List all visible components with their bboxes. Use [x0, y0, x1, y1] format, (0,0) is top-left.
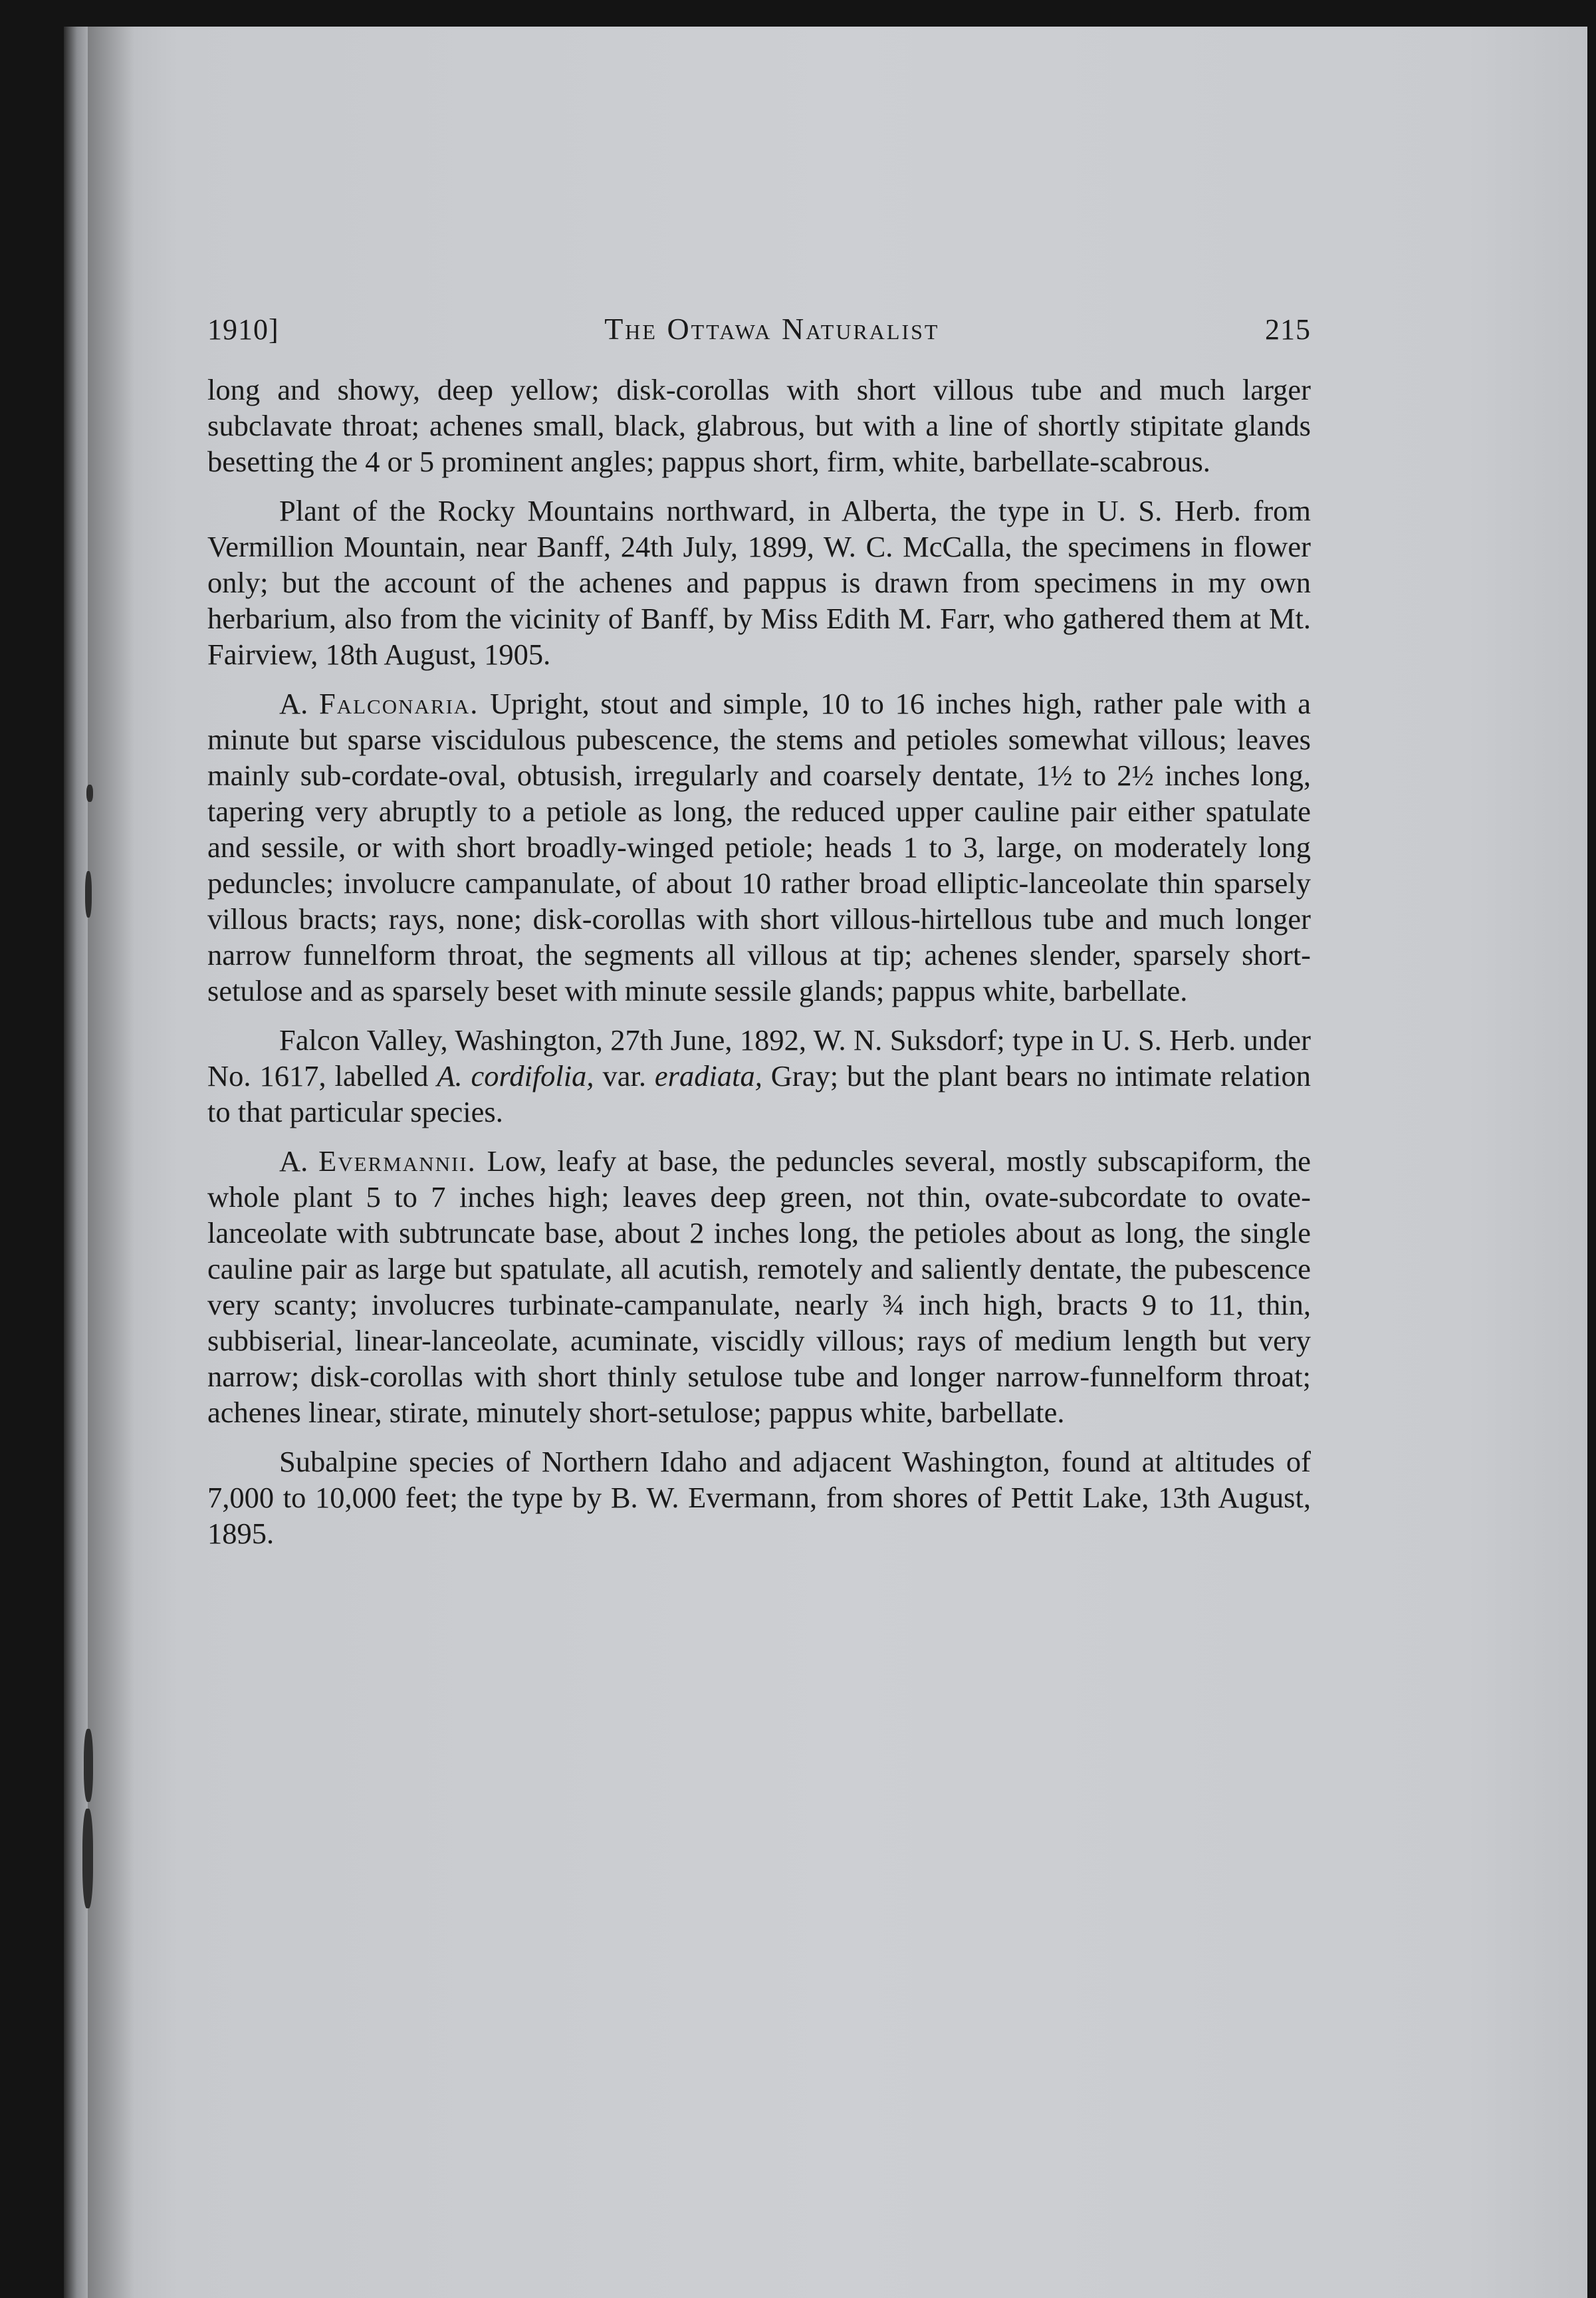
- paragraph-falconaria-description: [207, 686, 1311, 1009]
- margin-mark: [84, 1729, 93, 1802]
- running-head: [207, 311, 1311, 346]
- italic-name-eradiata: eradiata,: [654, 1059, 762, 1092]
- paragraph-type-locality-alberta: Plant of the Rocky Mountains northward, in Alberta, the type in U. S. Herb. from Vermillion Mountain, near Banff, 24th July, 1899, W. C. McCalla, the specimens in flower only; but the account of the achenes and pappus is drawn from specimens in my own herbarium, also from the vicinity of Banff, by Miss Edith M. Farr, who gathered them at Mt. Fairview, 18th August, 1905.: [207, 494, 1311, 671]
- species-name-falconaria: Falconaria.: [318, 687, 479, 720]
- paragraph-evermannii-description: [207, 1143, 1311, 1430]
- spine-shadow: [88, 27, 134, 2298]
- locality-text-c: Gray; but the plant bears no intimate relation to that particular species.: [207, 1059, 1311, 1128]
- italic-name-cordifolia: A. cordifolia,: [437, 1059, 594, 1092]
- header-year: 1910]: [207, 313, 279, 346]
- genus-abbreviation: A.: [279, 1144, 308, 1178]
- genus-abbreviation: A.: [279, 687, 308, 720]
- paragraph-falconaria-locality: [207, 1022, 1311, 1130]
- paragraph-evermannii-locality: Subalpine species of Northern Idaho and adjacent Washington, found at altitudes of 7,000 to 10,000 feet; the type by B. W. Evermann, from shores of Pettit Lake, 13th August, 1895.: [207, 1445, 1311, 1550]
- locality-text-a: Falcon Valley, Washington, 27th June, 1892, W. N. Suksdorf; type in U. S. Herb. under No. 1617, labelled: [207, 1023, 1311, 1092]
- paragraph-continued-description: long and showy, deep yellow; disk-corollas with short villous tube and much larger subclavate throat; achenes small, black, glabrous, but with a line of shortly stipitate glands besetting the 4 or 5 prominent angles; pappus short, firm, white, barbellate-scabrous.: [207, 373, 1311, 478]
- locality-text-b: var.: [602, 1059, 646, 1092]
- page-text: [207, 311, 1311, 1551]
- species-name-evermannii: Evermannii.: [318, 1144, 477, 1178]
- margin-mark: [85, 871, 92, 918]
- falconaria-text: Upright, stout and simple, 10 to 16 inches high, rather pale with a minute but sparse viscidulous pubescence, the stems and petioles somewhat villous; leaves mainly sub-cordate-oval, obtusish, irregularly and coarsely dentate, 1½ to 2½ inches long, tapering very abruptly to a petiole as long, the reduced upper cauline pair either spatulate and sessile, or with short broadly-winged petiole; heads 1 to 3, large, on moderately long peduncles; involucre campanulate, of about 10 rather broad elliptic-lanceolate thin sparsely villous bracts; rays, none; disk-corollas with short villous-hirtellous tube and much longer narrow funnelform throat, the segments all villous at tip; achenes slender, sparsely short-setulose and as sparsely beset with minute sessile glands; pappus white, barbellate.: [207, 687, 1311, 1007]
- margin-mark: [86, 785, 93, 802]
- book-binding-edge: [64, 27, 88, 2298]
- evermannii-text: Low, leafy at base, the peduncles several, mostly subscapiform, the whole plant 5 to 7 inches high; leaves deep green, not thin, ovate-subcordate to ovate-lanceolate with subtruncate base, about 2 inches long, the petioles about as long, the single cauline pair as large but spatulate, all acutish, remotely and saliently dentate, the pubescence very scanty; involucres turbinate-campanulate, nearly ¾ inch high, bracts 9 to 11, thin, subbiserial, linear-lanceolate, acuminate, viscidly villous; rays of medium length but very narrow; disk-corollas with short thinly setulose tube and longer narrow-funnelform throat; achenes linear, stirate, minutely short-setulose; pappus white, barbellate.: [207, 1144, 1311, 1429]
- margin-mark: [82, 1809, 93, 1908]
- journal-title: The Ottawa Naturalist: [604, 312, 940, 346]
- page-number: 215: [1264, 313, 1311, 346]
